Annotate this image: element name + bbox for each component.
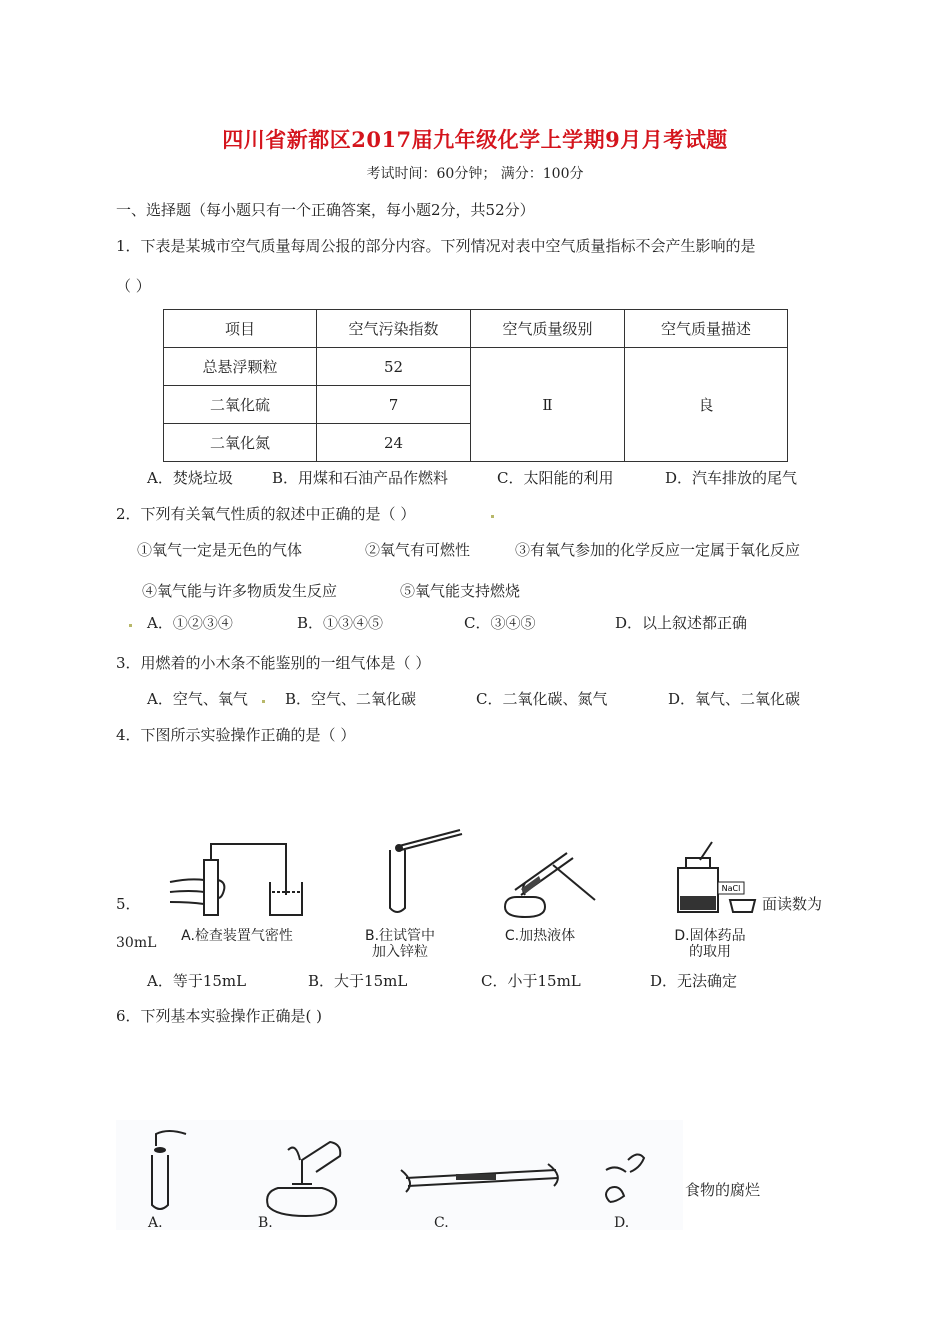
- q2-statement-5: ⑤氧气能支持燃烧: [400, 582, 521, 600]
- table-cell: 总悬浮颗粒: [164, 348, 317, 386]
- q1-option-c: C．太阳能的利用: [497, 469, 614, 487]
- speck: [491, 515, 494, 518]
- speck: [262, 700, 265, 703]
- q6-side-text: 食物的腐烂: [685, 1181, 761, 1199]
- table-header: 空气质量级别: [471, 310, 625, 348]
- q2-statement-3: ③有氧气参加的化学反应一定属于氧化反应: [515, 541, 801, 559]
- air-quality-description: 良: [625, 348, 788, 462]
- zinc-test-tube-figure: [385, 828, 475, 918]
- q3-option-a: A．空气、氧气: [147, 690, 248, 708]
- q5-line2: 30mL: [116, 935, 157, 951]
- q5-option-a: A．等于15mL: [147, 972, 247, 990]
- q5-option-c: C．小于15mL: [481, 972, 581, 990]
- q3-option-d: D．氧气、二氧化碳: [668, 690, 801, 708]
- table-cell: 7: [317, 386, 471, 424]
- bottle-label: NaCl: [721, 884, 741, 893]
- q6-label-b: B.: [258, 1215, 273, 1231]
- q2-option-d: D．以上叙述都正确: [615, 614, 748, 632]
- q3-stem: 3．用燃着的小木条不能鉴别的一组气体是（ ）: [116, 654, 431, 672]
- q5-stem-end: 面读数为: [762, 895, 823, 913]
- q6-stem: 6．下列基本实验操作正确是( ): [116, 1007, 323, 1025]
- q1-blank: （ ）: [116, 277, 151, 295]
- q1-stem: 1．下表是某城市空气质量每周公报的部分内容。下列情况对表中空气质量指标不会产生影响的是: [116, 237, 756, 255]
- q2-stem: 2．下列有关氧气性质的叙述中正确的是（ ）: [116, 505, 416, 523]
- table-cell: 24: [317, 424, 471, 462]
- page-title: 四川省新都区2017届九年级化学上学期9月月考试题: [222, 127, 728, 152]
- air-quality-table: [163, 309, 788, 462]
- q3-option-c: C．二氧化碳、氮气: [476, 690, 608, 708]
- q5-option-b: B．大于15mL: [308, 972, 408, 990]
- q5-option-d: D．无法确定: [650, 972, 738, 990]
- q1-option-b: B．用煤和石油产品作燃料: [272, 469, 449, 487]
- q2-option-b: B．①③④⑤: [297, 614, 384, 632]
- q6-label-d: D.: [614, 1215, 630, 1231]
- speck: [129, 624, 132, 627]
- air-quality-level: Ⅱ: [471, 348, 625, 462]
- q6-label-c: C.: [434, 1215, 449, 1231]
- table-header: 项目: [164, 310, 317, 348]
- table-header: 空气污染指数: [317, 310, 471, 348]
- q4-stem: 4．下图所示实验操作正确的是（ ）: [116, 726, 356, 744]
- q2-option-c: C．③④⑤: [464, 614, 536, 632]
- exam-info: 考试时间：60分钟； 满分：100分: [366, 166, 584, 182]
- q5-stem-start: 5．: [116, 895, 141, 913]
- table-cell: 二氧化硫: [164, 386, 317, 424]
- q2-statement-1: ①氧气一定是无色的气体: [137, 541, 303, 559]
- q2-statement-2: ②氧气有可燃性: [365, 541, 471, 559]
- airtightness-check-figure: [160, 830, 330, 925]
- q4-caption-a: A.检查装置气密性: [181, 928, 293, 944]
- table-header: 空气质量描述: [625, 310, 788, 348]
- table-cell: 二氧化氮: [164, 424, 317, 462]
- q3-option-b: B．空气、二氧化碳: [285, 690, 417, 708]
- q1-option-d: D．汽车排放的尾气: [665, 469, 798, 487]
- q2-option-a: A．①②③④: [147, 614, 233, 632]
- table-cell: 52: [317, 348, 471, 386]
- q1-option-a: A．焚烧垃圾: [147, 469, 233, 487]
- basic-operations-figure: [116, 1120, 683, 1230]
- section-heading: 一、选择题（每小题只有一个正确答案，每小题2分，共52分）: [116, 201, 535, 219]
- q2-statement-4: ④氧气能与许多物质发生反应: [142, 582, 338, 600]
- q6-label-a: A.: [148, 1215, 163, 1231]
- heating-liquid-figure: [495, 845, 600, 920]
- q4-caption-d: D.固体药品 的取用: [674, 928, 746, 960]
- q4-caption-c: C.加热液体: [504, 928, 576, 944]
- q4-caption-b: B.往试管中 加入锌粒: [364, 928, 436, 960]
- solid-reagent-figure: [660, 840, 765, 920]
